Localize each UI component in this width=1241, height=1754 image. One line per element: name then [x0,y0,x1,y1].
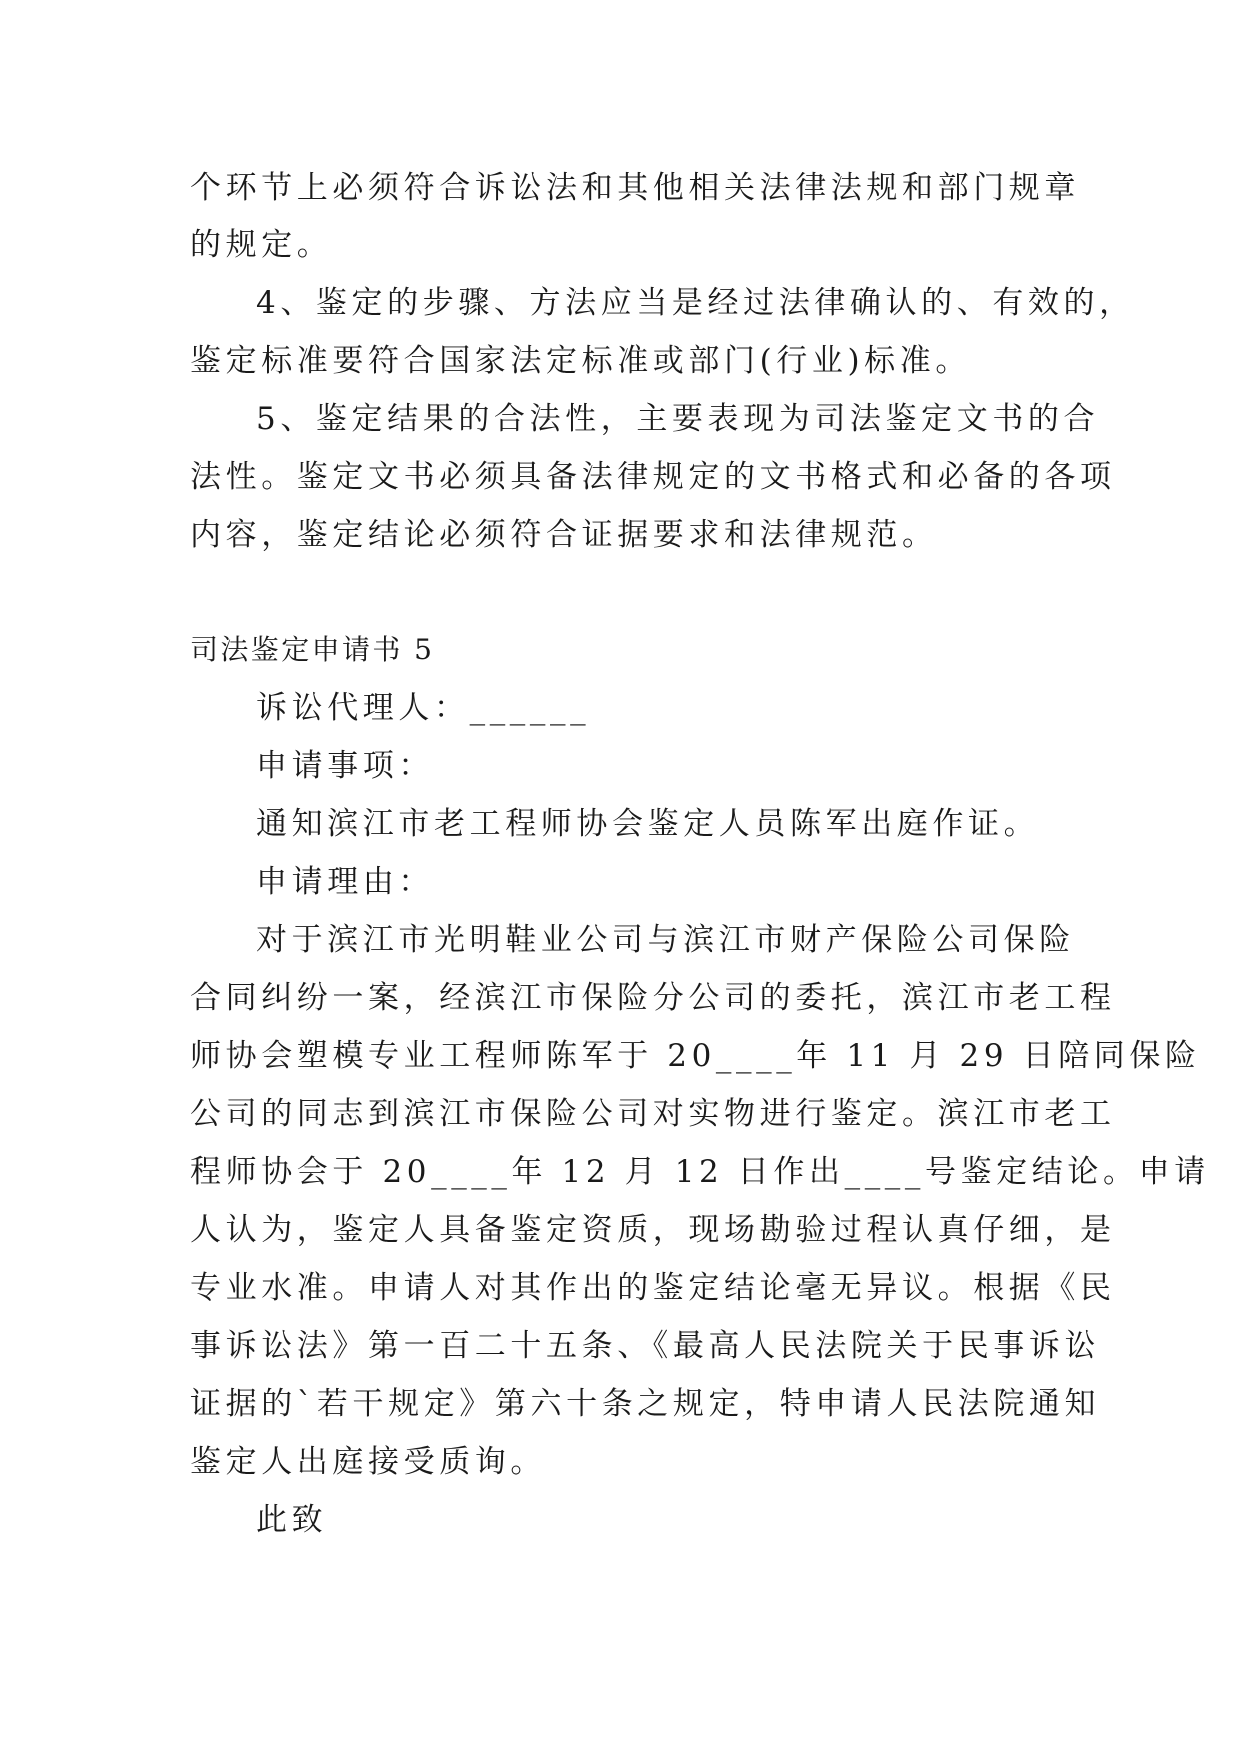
agent-line: 诉讼代理人：______ [256,690,591,726]
matter-text: 通知滨江市老工程师协会鉴定人员陈军出庭作证。 [256,806,1040,842]
closing-line: 此致 [256,1502,328,1538]
paragraph-line: 鉴定人出庭接受质询。 [190,1444,546,1480]
paragraph-line: 对于滨江市光明鞋业公司与滨江市财产保险公司保险 [256,922,1075,958]
paragraph-line: 鉴定标准要符合国家法定标准或部门(行业)标准。 [190,343,971,379]
paragraph-line: 个环节上必须符合诉讼法和其他相关法律法规和部门规章 [190,170,1080,206]
paragraph-line: 师协会塑模专业工程师陈军于 20____年 11 月 29 日陪同保险 [190,1038,1201,1074]
paragraph-line: 的规定。 [190,227,333,263]
paragraph-line: 公司的同志到滨江市保险公司对实物进行鉴定。滨江市老工 [190,1096,1116,1132]
paragraph-line: 事诉讼法》第一百二十五条、《最高人民法院关于民事诉讼 [190,1328,1101,1364]
paragraph-line: 证据的`若干规定》第六十条之规定，特申请人民法院通知 [190,1386,1101,1422]
paragraph-line: 人认为，鉴定人具备鉴定资质，现场勘验过程认真仔细，是 [190,1212,1116,1248]
paragraph-line: 程师协会于 20____年 12 月 12 日作出____号鉴定结论。申请 [190,1154,1210,1190]
paragraph-line: 专业水准。申请人对其作出的鉴定结论毫无异议。根据《民 [190,1270,1116,1306]
paragraph-line: 4、鉴定的步骤、方法应当是经过法律确认的、有效的， [256,285,1135,321]
paragraph-line: 法性。鉴定文书必须具备法律规定的文书格式和必备的各项 [190,459,1116,495]
matter-label: 申请事项： [256,748,434,784]
paragraph-line: 合同纠纷一案，经滨江市保险分公司的委托，滨江市老工程 [190,980,1116,1016]
section-title: 司法鉴定申请书 5 [190,633,435,666]
paragraph-line: 5、鉴定结果的合法性，主要表现为司法鉴定文书的合 [256,401,1100,437]
reason-label: 申请理由： [256,864,434,900]
paragraph-line: 内容，鉴定结论必须符合证据要求和法律规范。 [190,517,938,553]
